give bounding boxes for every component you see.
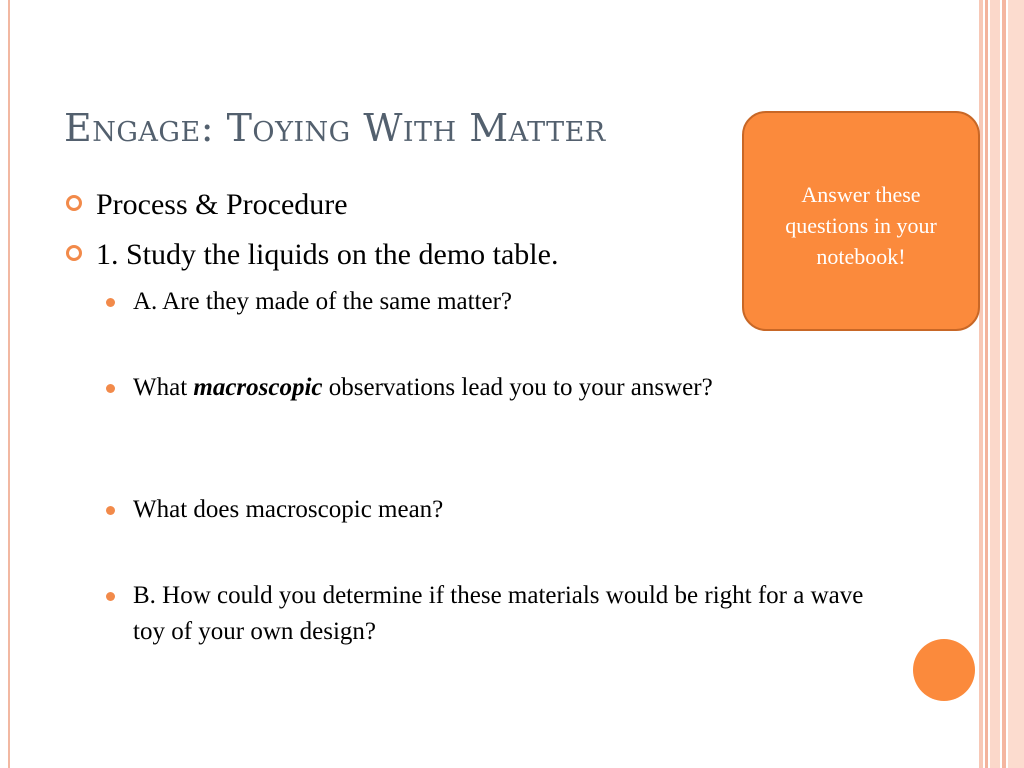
hollow-circle-bullet-icon (66, 195, 82, 211)
sub-bullet-item (106, 492, 893, 528)
decorative-circle (913, 639, 975, 701)
sub-bullet-suffix: observations lead you to your answer? (322, 374, 713, 401)
sub-bullet-text: B. How could you determine if these materials would be right for a wave toy of your own design? (133, 582, 864, 645)
sub-bullet-item (106, 284, 893, 320)
sub-bullet-text: What does macroscopic mean? (133, 496, 444, 523)
right-stripe (1002, 0, 1006, 768)
right-stripe (990, 0, 1000, 768)
slide-title: Engage: Toying With Matter (64, 106, 606, 150)
sub-bullet-prefix: What (133, 374, 194, 401)
right-stripe (985, 0, 988, 768)
bullet-text: 1. Study the liquids on the demo table. (96, 238, 559, 271)
filled-dot-bullet-icon (106, 384, 115, 393)
bullet-item (66, 188, 348, 222)
filled-dot-bullet-icon (106, 298, 115, 307)
hollow-circle-bullet-icon (66, 245, 82, 261)
bullet-text: Process & Procedure (96, 188, 348, 221)
sub-bullet-text (133, 370, 833, 406)
sub-bullet-text: A. Are they made of the same matter? (133, 288, 513, 315)
sub-bullet-item (106, 370, 833, 406)
right-stripe (979, 0, 983, 768)
emphasis-text: macroscopic (193, 374, 323, 401)
bullet-item (66, 238, 558, 272)
right-stripe (1008, 0, 1024, 768)
callout-box: Answer these questions in your notebook! (742, 111, 980, 331)
filled-dot-bullet-icon (106, 592, 115, 601)
sub-bullet-item (106, 578, 878, 650)
filled-dot-bullet-icon (106, 506, 115, 515)
left-border-line (8, 0, 10, 768)
